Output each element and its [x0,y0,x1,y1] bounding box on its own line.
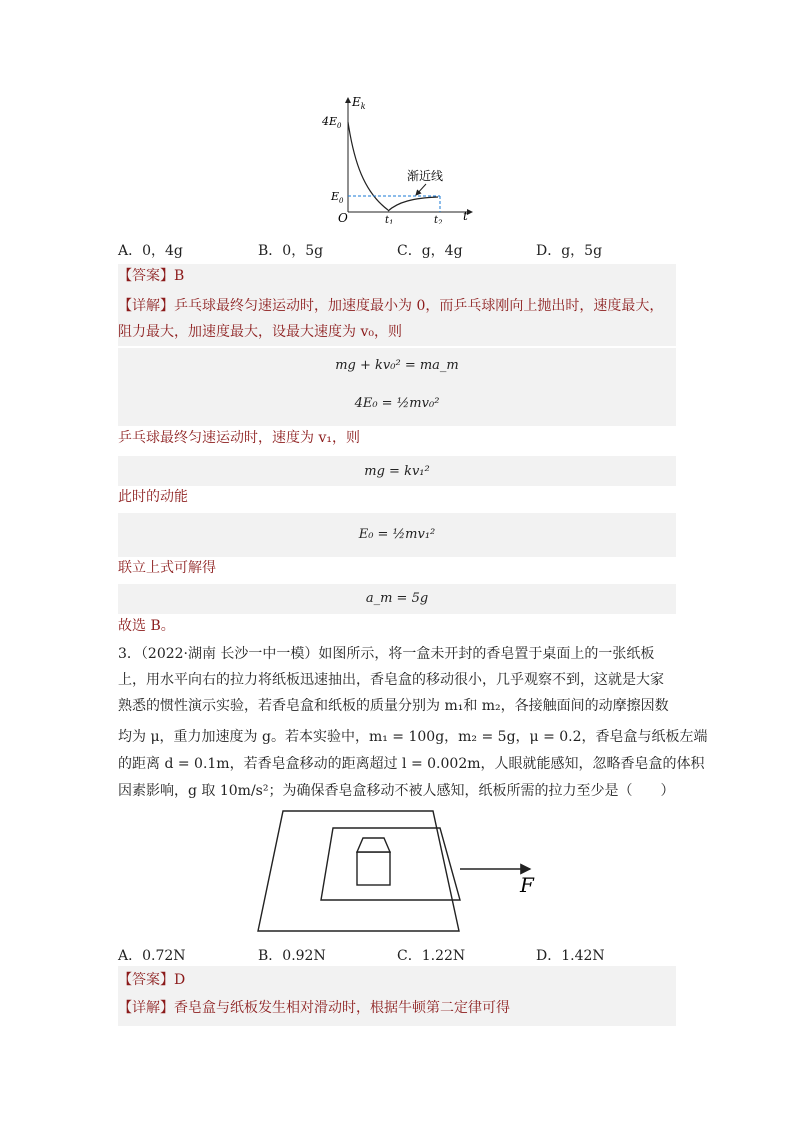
q3-detail-1: 【详解】香皂盒与纸板发生相对滑动时，根据牛顿第二定律可得 [118,1000,510,1016]
q2-text-3: 乒乓球最终匀速运动时，速度为 v₁，则 [118,430,360,446]
q3-answer: 【答案】D [118,972,186,988]
rise-curve [388,197,438,211]
svg-text:E0: $E_0$ [331,190,344,205]
svg-text:4E0: $4E_0$ [322,115,342,130]
q2-detail-1: 【详解】乒乓球最终匀速运动时，加速度最小为 0，而乒乓球刚向上抛出时，速度最大， [118,298,664,314]
q2-detail-2: 阻力最大，加速度最大，设最大速度为 v₀，则 [118,324,402,340]
svg-text:t1: $t_1$ [385,215,394,224]
equation-1: mg + kv₀² = ma_m [335,358,459,373]
board-figure [255,808,545,936]
q3-option-a: A．0.72N [118,948,186,964]
q3-line-6: 因素影响，g 取 10m/s²；为确保香皂盒移动不被人感知，纸板所需的拉力至少是（ ） [118,783,675,799]
q2-answer: 【答案】B [118,268,185,284]
q2-text-5: 联立上式可解得 [118,560,216,576]
svg-text:t2: $t_2$ [434,215,443,224]
equation-3: mg = kv₁² [364,464,430,479]
soap-box [357,838,390,885]
q2-option-c: C．g，4g [397,243,463,259]
ek-t-graph [318,92,478,224]
equation-4: E₀ = ½mv₁² [358,527,436,542]
q3-option-d: D．1.42N [536,948,605,964]
q2-conclusion: 故选 B。 [118,618,175,634]
q3-line-3: 熟悉的惯性演示实验，若香皂盒和纸板的质量分别为 m₁和 m₂，各接触面间的动摩擦因数 [118,698,669,714]
q2-option-a: A．0，4g [118,243,183,259]
q3-option-c: C．1.22N [397,948,466,964]
q2-option-d: D．g，5g [536,243,603,259]
svg-text:渐近线: 渐近线 [407,169,444,183]
equation-2: 4E₀ = ½mv₀² [354,396,440,411]
q3-line-5: 的距离 d = 0.1m，若香皂盒移动的距离超过 l = 0.002m，人眼就能感知，忽略香皂盒的体积 [118,756,705,772]
q2-option-b: B．0，5g [258,243,324,259]
svg-text:t: t [463,209,468,223]
svg-text:F: F [520,873,534,897]
equation-5: a_m = 5g [365,591,429,606]
q3-line-2: 上，用水平向右的拉力将纸板迅速抽出，香皂盒的移动很小，几乎观察不到，这就是大家 [118,672,664,688]
q3-line-1: 3．（2022·湖南 长沙一中一模）如图所示，将一盒未开封的香皂置于桌面上的一张纸板 [118,646,655,662]
q2-text-4: 此时的动能 [118,489,188,505]
decay-curve [348,122,388,210]
asymptote-pointer [416,184,426,195]
svg-text:O: O [338,211,348,224]
svg-text:Ek: $E_k$ [352,95,366,111]
q3-option-b: B．0.92N [258,948,326,964]
q3-line-4: 均为 μ，重力加速度为 g。若本实验中，m₁ = 100g，m₂ = 5g，μ = 0.2，香皂盒与纸板左端 [118,729,708,745]
